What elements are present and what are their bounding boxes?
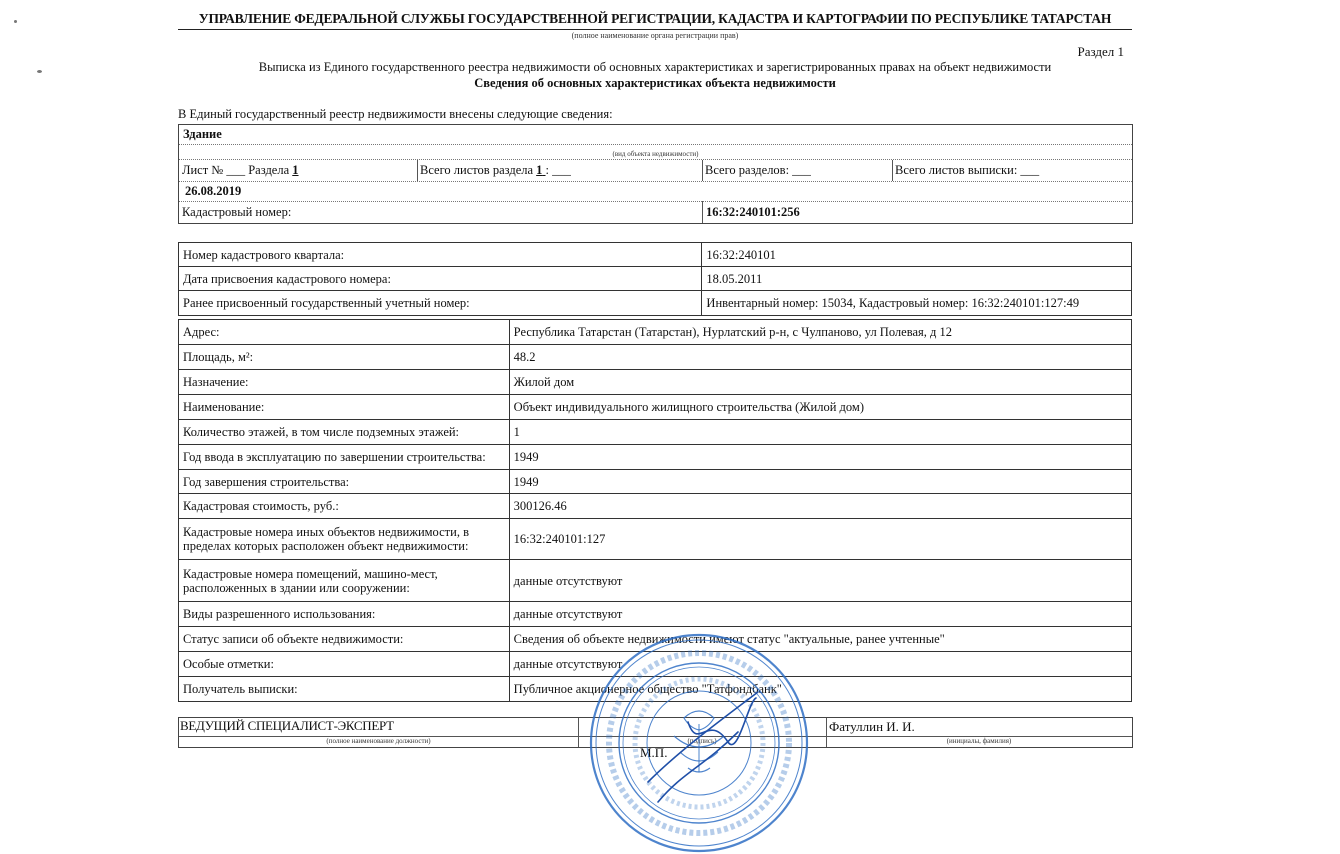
table-row bbox=[179, 470, 1132, 494]
row-value: 1949 bbox=[509, 470, 1131, 494]
row-label: Количество этажей, в том числе подземных этажей: bbox=[179, 420, 510, 445]
row-value: Жилой дом bbox=[509, 370, 1131, 395]
section-label: Раздел 1 bbox=[1077, 44, 1124, 59]
table-row bbox=[179, 291, 1132, 316]
object-type-caption: (вид объекта недвижимости) bbox=[612, 150, 699, 158]
table-row bbox=[179, 519, 1132, 560]
row-value: 18.05.2011 bbox=[702, 267, 1132, 291]
table-row bbox=[179, 320, 1132, 345]
row-label: Ранее присвоенный государственный учетный номер: bbox=[179, 291, 702, 316]
table-row bbox=[179, 445, 1132, 470]
row-value: данные отсутствуют bbox=[509, 602, 1131, 627]
table-row bbox=[179, 560, 1132, 602]
row-value: данные отсутствуют bbox=[509, 560, 1131, 602]
cadastral-number-label: Кадастровый номер: bbox=[182, 205, 292, 219]
position-title: ВЕДУЩИЙ СПЕЦИАЛИСТ-ЭКСПЕРТ bbox=[180, 718, 394, 733]
official-name: Фатуллин И. И. bbox=[829, 719, 915, 734]
sheet-number: Лист № ___ Раздела 1 bbox=[182, 163, 299, 177]
divider bbox=[179, 144, 1132, 145]
row-value: 300126.46 bbox=[509, 494, 1131, 519]
row-label: Площадь, м²: bbox=[179, 345, 510, 370]
document-subtitle: Сведения об основных характеристиках объекта недвижимости bbox=[474, 76, 836, 90]
row-label: Получатель выписки: bbox=[179, 677, 510, 702]
table-row bbox=[179, 370, 1132, 395]
total-sheets-section: Всего листов раздела 1 : ___ bbox=[420, 163, 571, 177]
divider bbox=[179, 181, 1132, 182]
cadastral-number-value: 16:32:240101:256 bbox=[706, 205, 800, 219]
registry-table-1 bbox=[178, 242, 1132, 316]
table-row bbox=[179, 420, 1132, 445]
row-value: 48.2 bbox=[509, 345, 1131, 370]
row-value: данные отсутствуют bbox=[509, 652, 1131, 677]
object-info-box bbox=[178, 124, 1133, 224]
row-label: Статус записи об объекте недвижимости: bbox=[179, 627, 510, 652]
row-value: 16:32:240101:127 bbox=[509, 519, 1131, 560]
row-label: Год завершения строительства: bbox=[179, 470, 510, 494]
agency-name: УПРАВЛЕНИЕ ФЕДЕРАЛЬНОЙ СЛУЖБЫ ГОСУДАРСТВЕННОЙ РЕГИСТРАЦИИ, КАДАСТРА И КАРТОГРАФИИ ПО РЕСПУБЛИКЕ ТАТАРСТАН bbox=[178, 11, 1132, 30]
name-caption: (инициалы, фамилия) bbox=[946, 737, 1012, 745]
table-row bbox=[179, 345, 1132, 370]
divider bbox=[179, 159, 1132, 160]
agency-caption: (полное наименование органа регистрации прав) bbox=[571, 31, 739, 40]
row-label: Виды разрешенного использования: bbox=[179, 602, 510, 627]
document-title: Выписка из Единого государственного реестра недвижимости об основных характеристиках и зарегистрированных правах на объект недвижимости bbox=[258, 60, 1052, 74]
row-label: Особые отметки: bbox=[179, 652, 510, 677]
row-label: Год ввода в эксплуатацию по завершении строительства: bbox=[179, 445, 510, 470]
position-caption: (полное наименование должности) bbox=[326, 737, 431, 745]
divider bbox=[892, 160, 893, 181]
extract-date: 26.08.2019 bbox=[185, 184, 242, 198]
total-sections: Всего разделов: ___ bbox=[705, 163, 811, 177]
row-label: Наименование: bbox=[179, 395, 510, 420]
row-label: Дата присвоения кадастрового номера: bbox=[179, 267, 702, 291]
object-type: Здание bbox=[183, 127, 222, 141]
total-extract-sheets: Всего листов выписки: ___ bbox=[895, 163, 1040, 177]
divider bbox=[417, 160, 418, 181]
divider bbox=[702, 201, 703, 223]
row-label: Кадастровые номера иных объектов недвижимости, в пределах которых расположен объект недвижимости: bbox=[179, 519, 510, 560]
table-row bbox=[179, 267, 1132, 291]
stamp-place-label: М.П. bbox=[640, 745, 668, 760]
scan-speck bbox=[14, 20, 17, 23]
divider bbox=[702, 160, 703, 181]
row-value: 1949 bbox=[509, 445, 1131, 470]
row-value: 16:32:240101 bbox=[702, 243, 1132, 267]
row-label: Кадастровая стоимость, руб.: bbox=[179, 494, 510, 519]
scan-speck bbox=[37, 70, 42, 73]
row-label: Номер кадастрового квартала: bbox=[179, 243, 702, 267]
intro-text: В Единый государственный реестр недвижимости внесены следующие сведения: bbox=[178, 107, 613, 121]
signature-caption: (подпись) bbox=[687, 737, 717, 745]
row-value: 1 bbox=[509, 420, 1131, 445]
table-row bbox=[179, 494, 1132, 519]
table-row bbox=[179, 395, 1132, 420]
table-row bbox=[179, 602, 1132, 627]
official-stamp-seal bbox=[588, 632, 810, 854]
row-value: Инвентарный номер: 15034, Кадастровый номер: 16:32:240101:127:49 bbox=[702, 291, 1132, 316]
row-value: Республика Татарстан (Татарстан), Нурлатский р-н, с Чулпаново, ул Полевая, д 12 bbox=[509, 320, 1131, 345]
row-value: Сведения об объекте недвижимости имеют статус "актуальные, ранее учтенные" bbox=[509, 627, 1131, 652]
row-value: Объект индивидуального жилищного строительства (Жилой дом) bbox=[509, 395, 1131, 420]
table-row bbox=[179, 243, 1132, 267]
row-value: Публичное акционерное общество "Татфондбанк" bbox=[509, 677, 1131, 702]
row-label: Назначение: bbox=[179, 370, 510, 395]
row-label: Адрес: bbox=[179, 320, 510, 345]
divider bbox=[179, 201, 1132, 202]
row-label: Кадастровые номера помещений, машино-мест, расположенных в здании или сооружении: bbox=[179, 560, 510, 602]
